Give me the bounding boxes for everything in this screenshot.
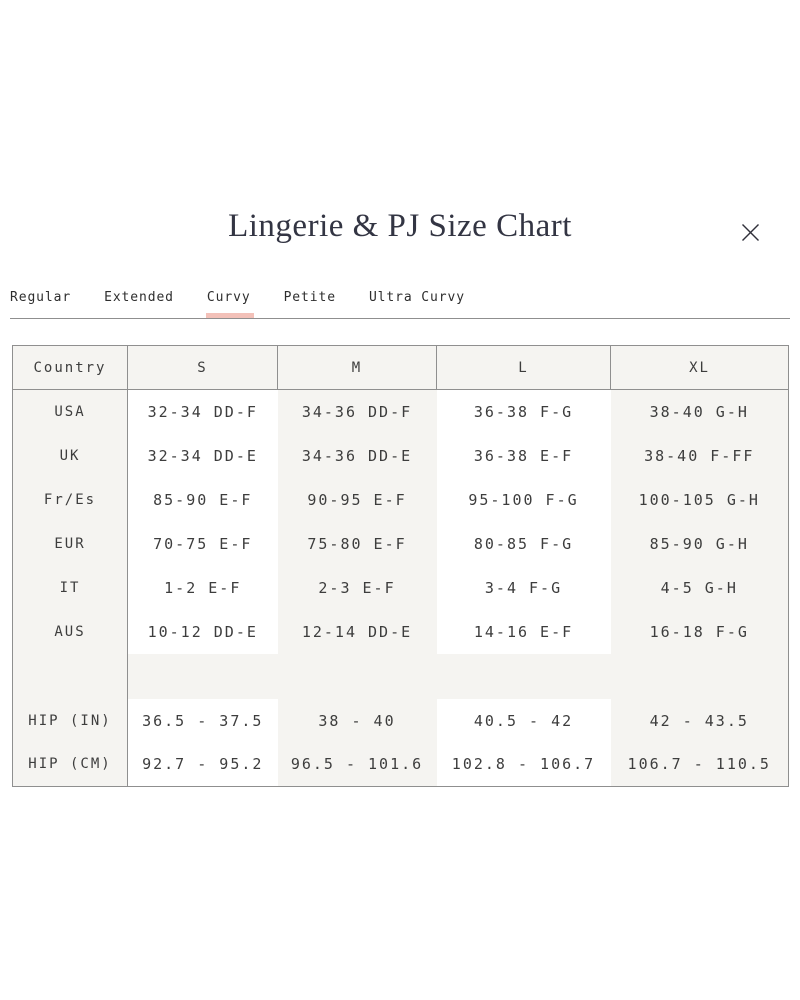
measure-label-cell: HIP (IN) bbox=[13, 699, 128, 743]
size-cell: 40.5 - 42 bbox=[437, 699, 611, 743]
size-cell: 34-36 DD-F bbox=[278, 390, 437, 434]
country-cell: USA bbox=[13, 390, 128, 434]
tab-curvy[interactable]: Curvy bbox=[207, 290, 251, 318]
column-header-m: M bbox=[278, 346, 437, 390]
size-cell: 70-75 E-F bbox=[128, 522, 278, 566]
tab-extended[interactable]: Extended bbox=[104, 290, 174, 305]
size-cell: 75-80 E-F bbox=[278, 522, 437, 566]
size-cell: 12-14 DD-E bbox=[278, 610, 437, 654]
column-header-l: L bbox=[437, 346, 611, 390]
size-chart-table bbox=[12, 345, 789, 787]
size-cell: 85-90 E-F bbox=[128, 478, 278, 522]
table-row-aus bbox=[13, 610, 789, 654]
gap-cell bbox=[128, 654, 278, 699]
size-cell: 10-12 DD-E bbox=[128, 610, 278, 654]
close-icon bbox=[740, 222, 761, 246]
column-header-s: S bbox=[128, 346, 278, 390]
column-header-xl: XL bbox=[611, 346, 789, 390]
measure-label-cell: HIP (CM) bbox=[13, 743, 128, 787]
page-title: Lingerie & PJ Size Chart bbox=[228, 208, 572, 244]
tab-ultra-curvy[interactable]: Ultra Curvy bbox=[368, 290, 465, 305]
size-cell: 36-38 E-F bbox=[437, 434, 611, 478]
size-cell: 36-38 F-G bbox=[437, 390, 611, 434]
size-cell: 2-3 E-F bbox=[278, 566, 437, 610]
table-row-eur bbox=[13, 522, 789, 566]
size-cell: 38 - 40 bbox=[278, 699, 437, 743]
size-cell: 96.5 - 101.6 bbox=[278, 743, 437, 787]
size-cell: 92.7 - 95.2 bbox=[128, 743, 278, 787]
size-cell: 34-36 DD-E bbox=[278, 434, 437, 478]
size-cell: 85-90 G-H bbox=[611, 522, 789, 566]
size-cell: 14-16 E-F bbox=[437, 610, 611, 654]
country-cell: UK bbox=[13, 434, 128, 478]
size-cell: 106.7 - 110.5 bbox=[611, 743, 789, 787]
size-cell: 16-18 F-G bbox=[611, 610, 789, 654]
size-cell: 4-5 G-H bbox=[611, 566, 789, 610]
size-chart-tabs bbox=[10, 290, 790, 319]
country-cell: EUR bbox=[13, 522, 128, 566]
size-cell: 1-2 E-F bbox=[128, 566, 278, 610]
country-cell: Fr/Es bbox=[13, 478, 128, 522]
gap-cell bbox=[437, 654, 611, 699]
size-cell: 3-4 F-G bbox=[437, 566, 611, 610]
gap-cell bbox=[278, 654, 437, 699]
size-cell: 80-85 F-G bbox=[437, 522, 611, 566]
table-header-row bbox=[13, 346, 789, 390]
size-cell: 90-95 E-F bbox=[278, 478, 437, 522]
size-cell: 32-34 DD-E bbox=[128, 434, 278, 478]
size-cell: 38-40 F-FF bbox=[611, 434, 789, 478]
table-gap-row bbox=[13, 654, 789, 699]
size-cell: 36.5 - 37.5 bbox=[128, 699, 278, 743]
size-cell: 42 - 43.5 bbox=[611, 699, 789, 743]
column-header-country: Country bbox=[13, 346, 128, 390]
size-cell: 38-40 G-H bbox=[611, 390, 789, 434]
tab-petite[interactable]: Petite bbox=[283, 290, 336, 305]
table-row-hip-in bbox=[13, 699, 789, 743]
country-cell: AUS bbox=[13, 610, 128, 654]
size-cell: 32-34 DD-F bbox=[128, 390, 278, 434]
gap-cell bbox=[13, 654, 128, 699]
table-row-fres bbox=[13, 478, 789, 522]
table-row-usa bbox=[13, 390, 789, 434]
tab-regular[interactable]: Regular bbox=[10, 290, 72, 305]
table-row-it bbox=[13, 566, 789, 610]
size-cell: 100-105 G-H bbox=[611, 478, 789, 522]
gap-cell bbox=[611, 654, 789, 699]
table-row-hip-cm bbox=[13, 743, 789, 787]
table-row-uk bbox=[13, 434, 789, 478]
country-cell: IT bbox=[13, 566, 128, 610]
size-cell: 102.8 - 106.7 bbox=[437, 743, 611, 787]
close-button[interactable] bbox=[737, 221, 763, 247]
size-cell: 95-100 F-G bbox=[437, 478, 611, 522]
